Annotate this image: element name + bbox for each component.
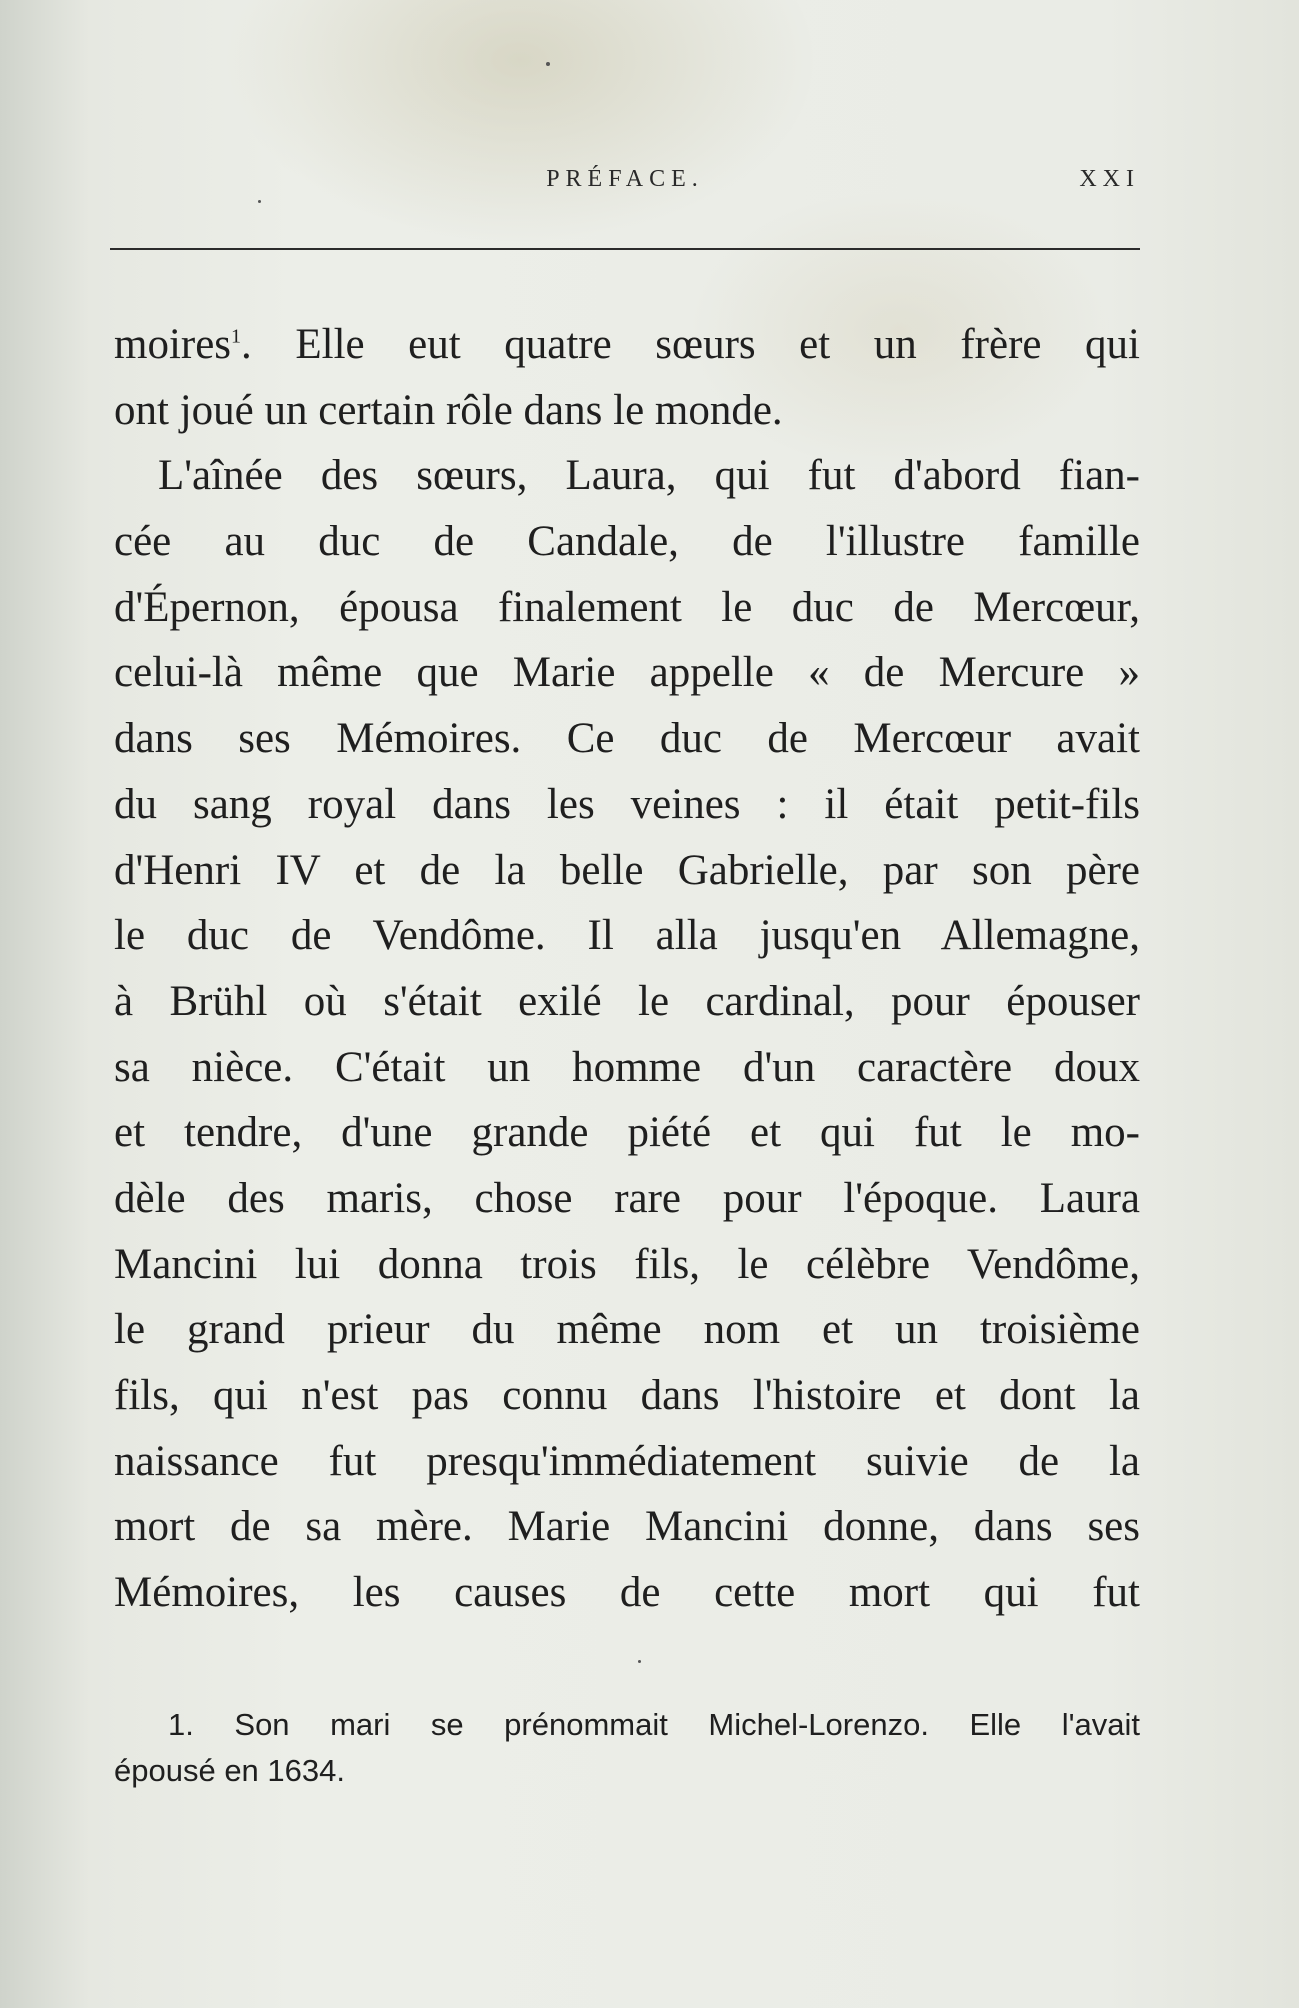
- text-line: sa nièce. C'était un homme d'un caractère doux: [114, 1043, 1140, 1091]
- text-line: du sang royal dans les veines : il était petit-fils: [114, 780, 1140, 828]
- text-fragment: . Elle eut quatre sœurs et un frère qui: [241, 321, 1140, 368]
- running-head: [110, 166, 1140, 206]
- text-line: d'Henri IV et de la belle Gabrielle, par son père: [114, 846, 1140, 894]
- text-line: celui-là même que Marie appelle « de Mercure »: [114, 649, 1140, 697]
- footnote-line: épousé en 1634.: [114, 1753, 345, 1788]
- text-line: mort de sa mère. Marie Mancini donne, dans ses: [114, 1503, 1140, 1551]
- text-line: à Brühl où s'était exilé le cardinal, pour épouser: [114, 977, 1140, 1025]
- text-line: [114, 312, 1140, 378]
- text-line: naissance fut presqu'immédiatement suivie de la: [114, 1437, 1140, 1485]
- header-rule: [110, 248, 1140, 250]
- text-line: L'aînée des sœurs, Laura, qui fut d'abord fian-: [158, 452, 1140, 500]
- ink-speck: [258, 200, 261, 203]
- ink-speck: [638, 1660, 641, 1663]
- footnote: [114, 1702, 1140, 1794]
- text-line: et tendre, d'une grande piété et qui fut le mo-: [114, 1109, 1140, 1157]
- text-line: dèle des maris, chose rare pour l'époque. Laura: [114, 1174, 1140, 1222]
- text-line: dans ses Mémoires. Ce duc de Mercœur avait: [114, 715, 1140, 763]
- text-line: cée au duc de Candale, de l'illustre famille: [114, 518, 1140, 566]
- running-title: PRÉFACE.: [546, 166, 704, 192]
- text-line: Mémoires, les causes de cette mort qui fut: [114, 1569, 1140, 1617]
- text-line: d'Épernon, épousa finalement le duc de Mercœur,: [114, 583, 1140, 631]
- page-number: XXI: [1079, 166, 1140, 192]
- body-text: [114, 312, 1140, 1626]
- text-line: fils, qui n'est pas connu dans l'histoire et dont la: [114, 1372, 1140, 1419]
- footnote-reference: 1: [231, 325, 242, 348]
- ink-speck: [546, 62, 550, 66]
- text-line: Mancini lui donna trois fils, le célèbre Vendôme,: [114, 1240, 1140, 1288]
- text-line: le duc de Vendôme. Il alla jusqu'en Allemagne,: [114, 912, 1140, 960]
- footnote-line: 1. Son mari se prénommait Michel-Lorenzo. Elle l'avait: [168, 1707, 1140, 1742]
- text-line: le grand prieur du même nom et un troisième: [114, 1306, 1140, 1354]
- text-fragment: moires: [114, 321, 232, 368]
- text-line: ont joué un certain rôle dans le monde.: [114, 386, 783, 434]
